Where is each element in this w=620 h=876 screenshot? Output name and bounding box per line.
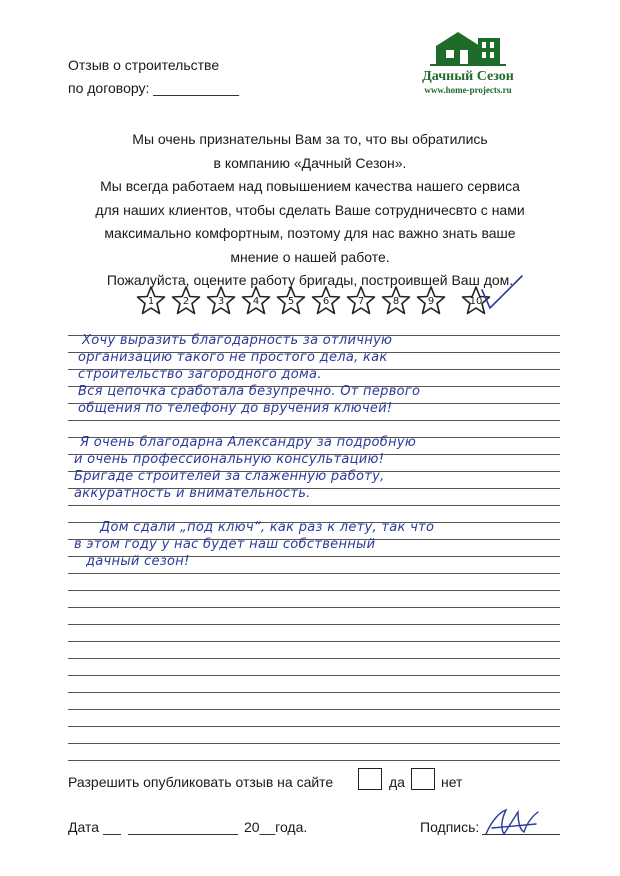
handwritten-line: и очень профессиональную консультацию! xyxy=(74,452,385,467)
rating-stars xyxy=(136,285,496,325)
rating-star-8[interactable] xyxy=(381,285,411,317)
intro-line: Пожалуйста, оцените работу бригады, построившей Ваш дом. xyxy=(106,272,514,288)
ruled-line xyxy=(68,624,560,625)
star-number: 3 xyxy=(217,296,225,307)
intro-line: Мы очень признательны Вам за то, что вы обратились xyxy=(132,131,488,147)
date-month-field[interactable] xyxy=(128,834,238,835)
house-logo-icon xyxy=(428,28,508,66)
handwritten-line: Я очень благодарна Александру за подробную xyxy=(80,435,417,450)
ruled-line xyxy=(68,607,560,608)
rating-star-6[interactable] xyxy=(311,285,341,317)
checkmark-icon xyxy=(478,272,538,312)
ruled-line xyxy=(68,709,560,710)
date-label: Дата xyxy=(68,819,100,835)
publish-no-label: нет xyxy=(441,774,463,790)
handwritten-line: Бригаде строителей за слаженную работу, xyxy=(74,469,385,484)
rating-star-7[interactable] xyxy=(346,285,376,317)
ruled-line xyxy=(68,743,560,744)
handwritten-line: Хочу выразить благодарность за отличную xyxy=(82,333,393,348)
rating-star-9[interactable] xyxy=(416,285,446,317)
form-header xyxy=(68,54,239,100)
handwritten-line: общения по телефону до вручения ключей! xyxy=(78,401,393,416)
handwritten-line: дачный сезон! xyxy=(86,554,190,569)
ruled-line xyxy=(68,658,560,659)
star-number: 2 xyxy=(182,296,190,307)
ruled-line xyxy=(68,505,560,506)
ruled-line xyxy=(68,573,560,574)
rating-star-4[interactable] xyxy=(241,285,271,317)
handwritten-line: Вся цепочка сработала безупречно. От первого xyxy=(78,384,421,399)
rating-star-1[interactable] xyxy=(136,285,166,317)
intro-line: для наших клиентов, чтобы сделать Ваше сотрудничесвто с нами xyxy=(95,201,525,218)
star-number: 7 xyxy=(357,296,365,307)
ruled-line xyxy=(68,420,560,421)
ruled-line xyxy=(68,641,560,642)
publish-yes-checkbox[interactable] xyxy=(358,768,382,790)
intro-line: в компанию «Дачный Сезон». xyxy=(213,154,407,171)
intro-line: Мы всегда работаем над повышением качества нашего сервиса xyxy=(100,178,520,194)
rating-star-3[interactable] xyxy=(206,285,236,317)
handwritten-signature xyxy=(478,798,548,846)
handwritten-line: аккуратность и внимательность. xyxy=(74,486,311,501)
publish-no-checkbox[interactable] xyxy=(411,768,435,790)
star-number: 1 xyxy=(147,296,155,307)
form-title: Отзыв о строительстве xyxy=(68,57,220,73)
star-number: 8 xyxy=(392,296,400,307)
intro-line: мнение о нашей работе. xyxy=(230,248,390,265)
ruled-line xyxy=(68,692,560,693)
contract-number-field: по договору: ___________ xyxy=(68,80,239,96)
date-day-field[interactable] xyxy=(103,834,121,835)
star-number: 6 xyxy=(322,296,330,307)
logo-name: Дачный Сезон xyxy=(422,69,514,84)
handwritten-line: в этом году у нас будет наш собственный xyxy=(74,537,376,552)
handwritten-line: Дом сдали „под ключ“, как раз к лету, так что xyxy=(100,520,435,535)
ruled-line xyxy=(68,726,560,727)
signature-label: Подпись: xyxy=(420,819,480,835)
star-number: 4 xyxy=(252,296,260,307)
publish-label: Разрешить опубликовать отзыв на сайте xyxy=(68,774,334,790)
logo-url: www.home-projects.ru xyxy=(424,85,512,95)
intro-line: максимально комфортным, поэтому для нас важно знать ваше xyxy=(104,225,516,241)
rating-star-2[interactable] xyxy=(171,285,201,317)
ruled-line xyxy=(68,590,560,591)
star-number: 10 xyxy=(469,296,483,307)
star-number: 5 xyxy=(287,296,295,307)
star-number: 9 xyxy=(427,296,435,307)
publish-yes-label: да xyxy=(389,774,405,790)
ruled-line xyxy=(68,760,560,761)
ruled-line xyxy=(68,675,560,676)
year-label: 20__года. xyxy=(244,819,308,835)
intro-text xyxy=(60,128,560,293)
handwritten-line: организацию такого не простого дела, как xyxy=(78,350,388,365)
company-logo xyxy=(408,28,528,100)
rating-star-5[interactable] xyxy=(276,285,306,317)
handwritten-line: строительство загородного дома. xyxy=(78,367,322,382)
